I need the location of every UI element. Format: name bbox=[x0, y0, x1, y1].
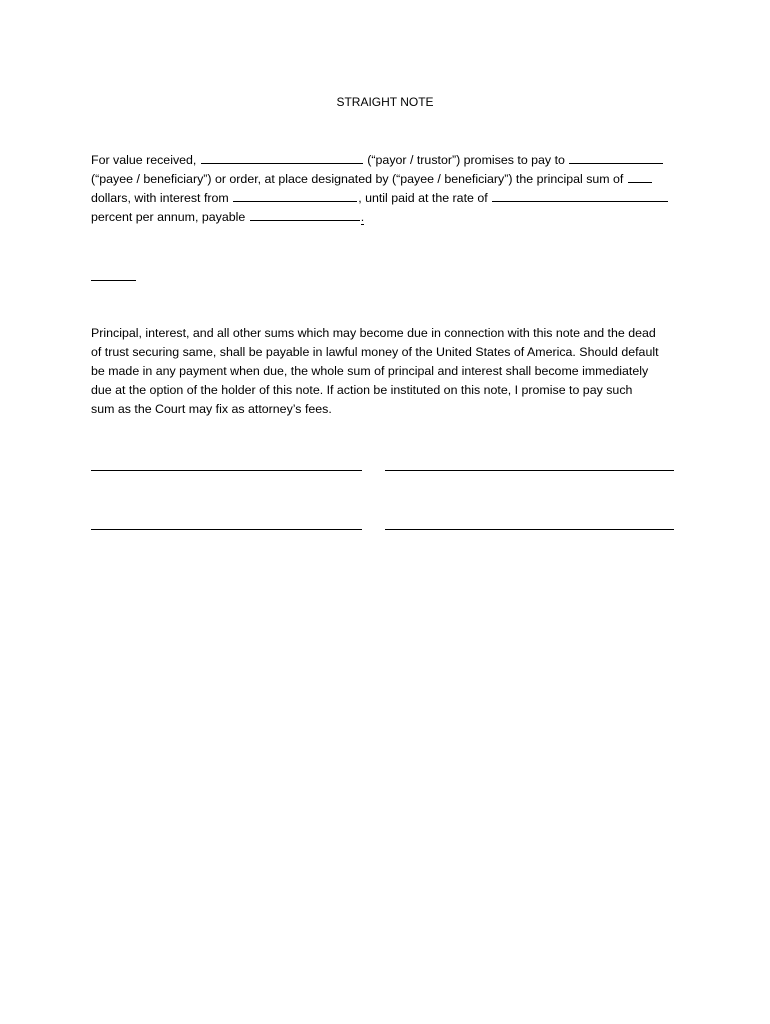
terms-text: dollars, with interest from bbox=[91, 191, 229, 205]
document-title: STRAIGHT NOTE bbox=[336, 95, 434, 109]
terms-text: . bbox=[360, 210, 365, 224]
terms-line-2 bbox=[91, 170, 691, 189]
terms-line-3 bbox=[91, 189, 691, 208]
payor-blank[interactable] bbox=[201, 151, 363, 164]
signature-line-left-1[interactable] bbox=[91, 470, 362, 471]
interest-rate-blank[interactable] bbox=[492, 189, 668, 202]
signature-line-right-1[interactable] bbox=[385, 470, 674, 471]
note-terms-paragraph bbox=[91, 151, 691, 227]
signature-line-left-2[interactable] bbox=[91, 529, 362, 530]
terms-text: , until paid at the rate of bbox=[358, 191, 488, 205]
terms-text: For value received, bbox=[91, 153, 197, 167]
payee-blank[interactable] bbox=[569, 151, 663, 164]
payment-line-5: sum as the Court may fix as attorney’s fees. bbox=[91, 402, 332, 416]
terms-line-4 bbox=[91, 208, 691, 227]
payment-line-1: Principal, interest, and all other sums which may become due in connection with this note and the dead bbox=[91, 326, 656, 340]
terms-line-1 bbox=[91, 151, 691, 170]
payment-line-4: due at the option of the holder of this note. If action be instituted on this note, I promise to pay such bbox=[91, 383, 633, 397]
signature-line-right-2[interactable] bbox=[385, 529, 674, 530]
payable-blank[interactable] bbox=[250, 208, 360, 221]
payment-line-2: of trust securing same, shall be payable in lawful money of the United States of America. Should default bbox=[91, 345, 659, 359]
interest-from-blank[interactable] bbox=[233, 189, 357, 202]
short-rule bbox=[91, 280, 136, 281]
principal-sum-blank[interactable] bbox=[628, 170, 652, 183]
payment-line-3: be made in any payment when due, the whole sum of principal and interest shall become immediately bbox=[91, 364, 649, 378]
payment-terms-paragraph bbox=[91, 324, 691, 419]
terms-text: (“payor / trustor”) promises to pay to bbox=[367, 153, 565, 167]
terms-text: (“payee / beneficiary”) or order, at place designated by (“payee / beneficiary”) the principal sum of bbox=[91, 172, 624, 186]
terms-text: percent per annum, payable bbox=[91, 210, 246, 224]
